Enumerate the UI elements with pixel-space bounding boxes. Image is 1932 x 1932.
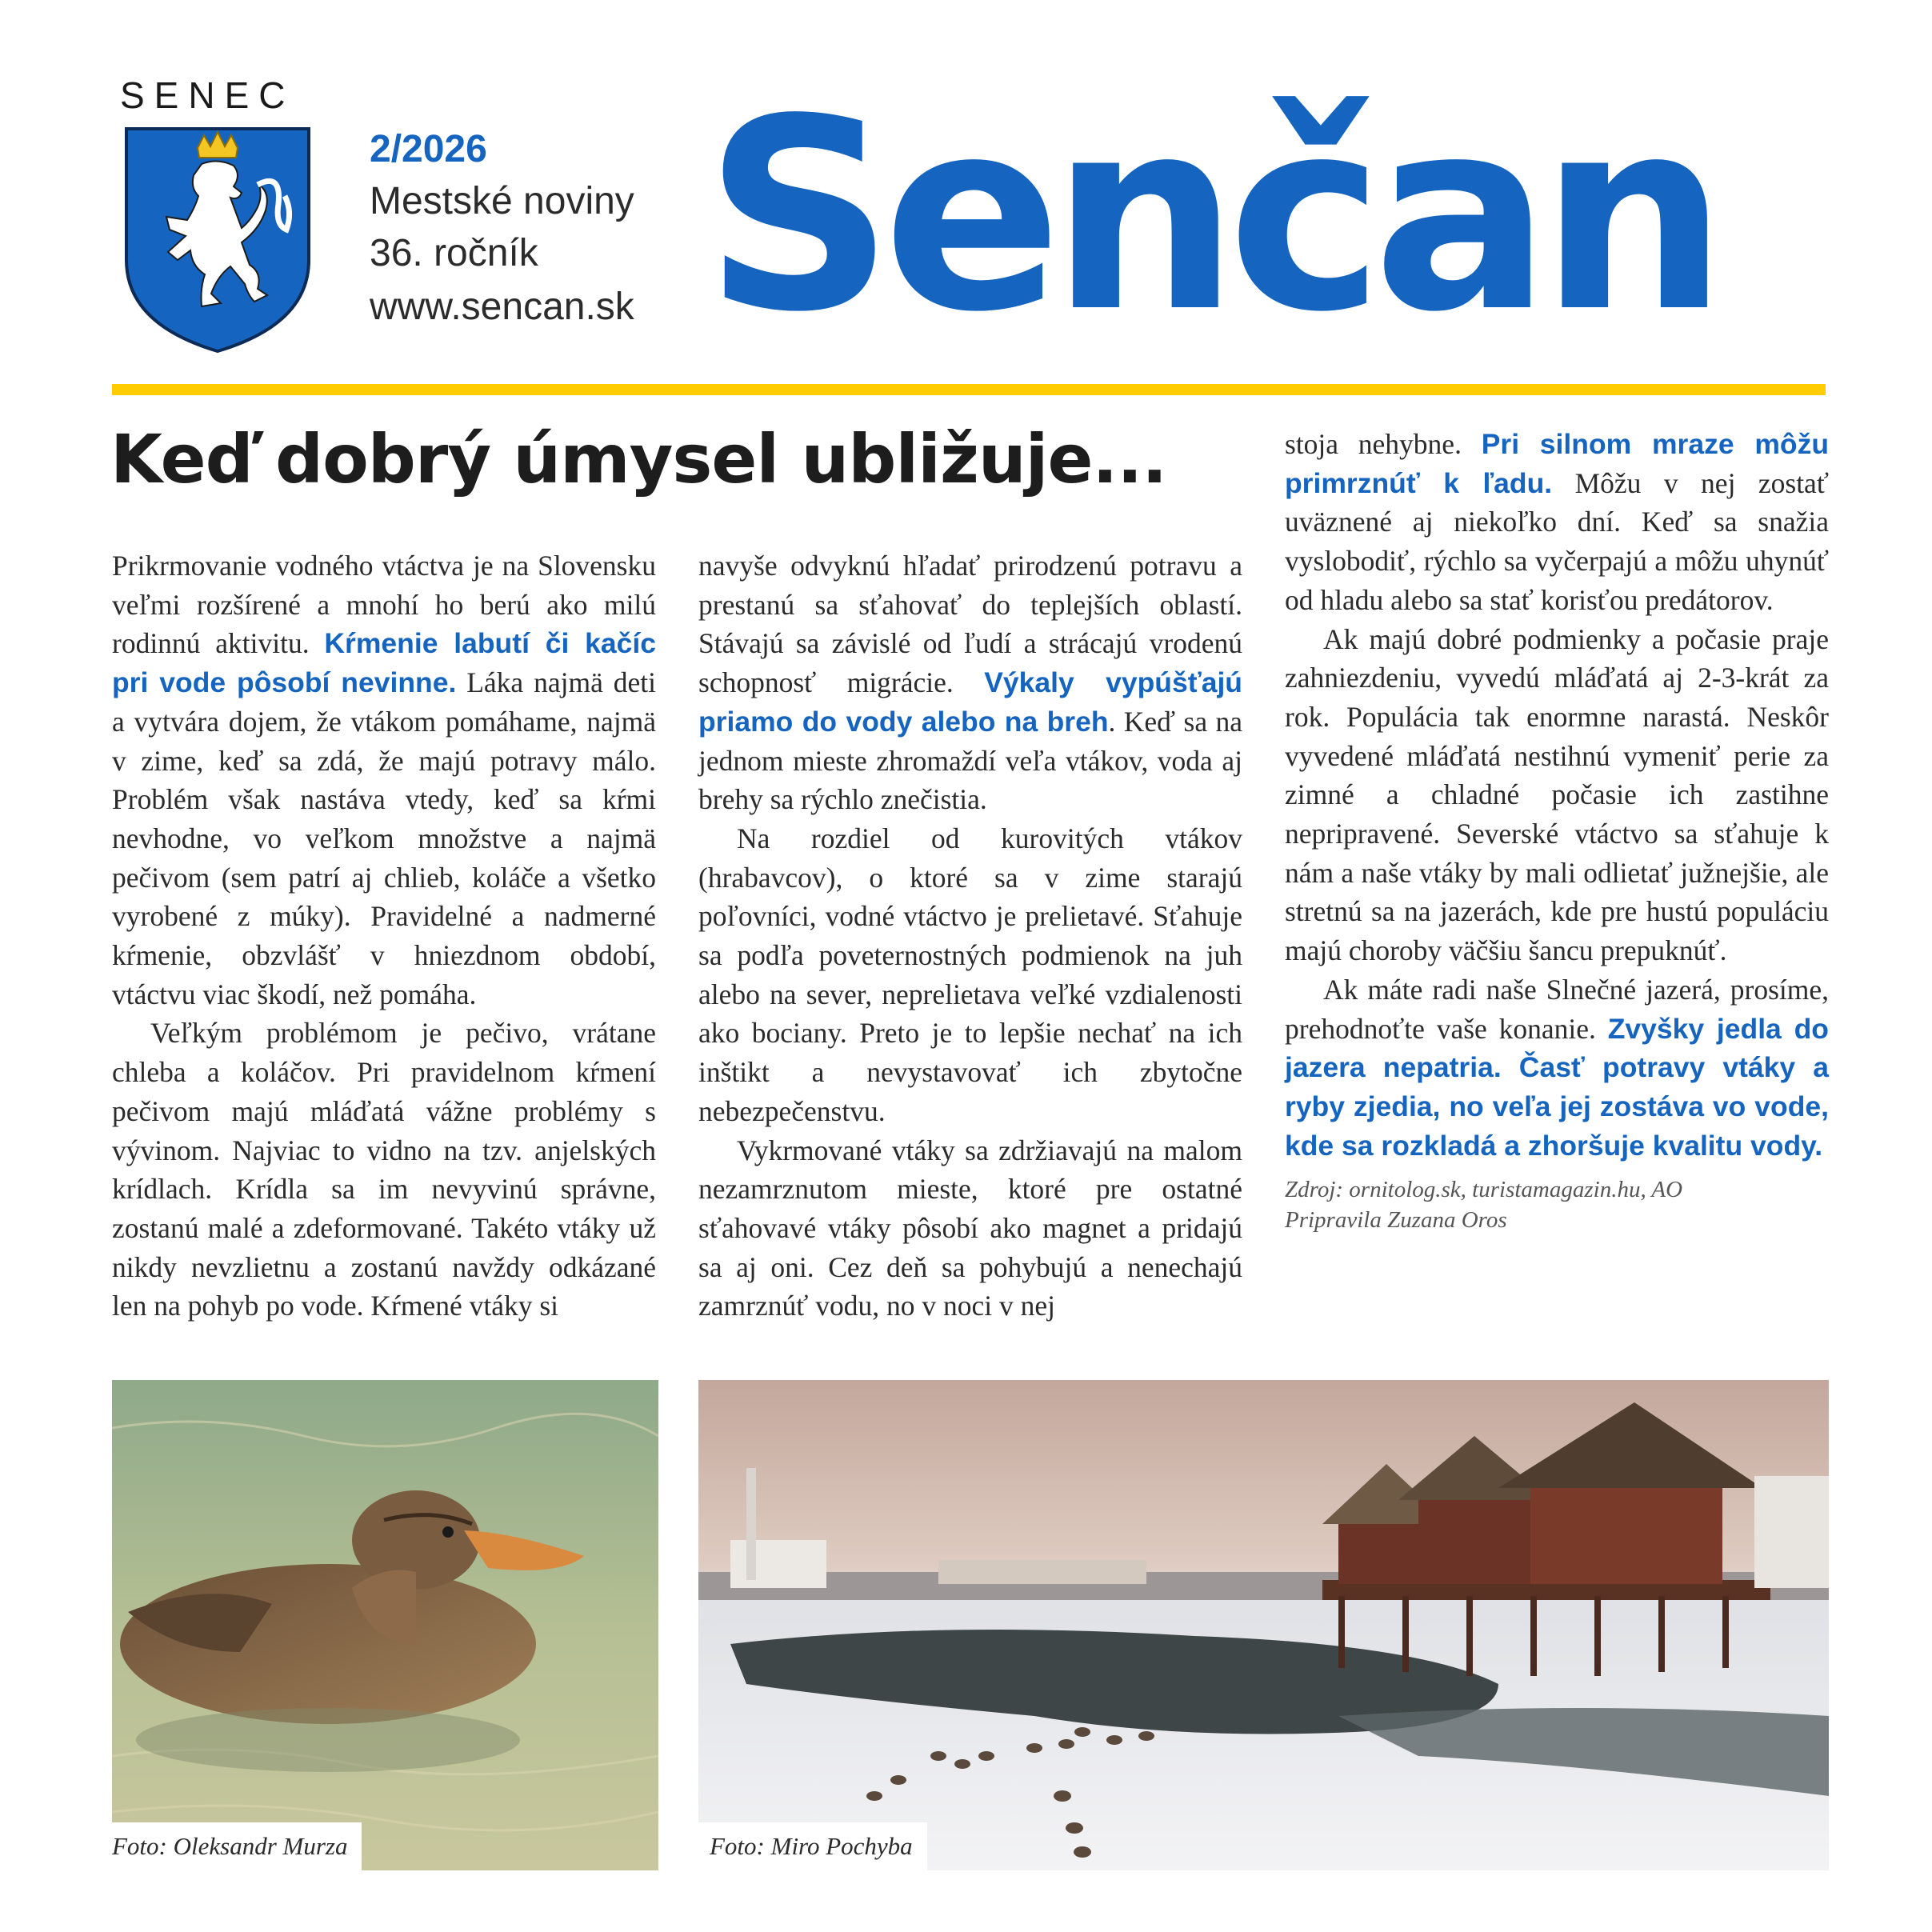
article-headline: Keď dobrý úmysel ubližuje... — [110, 420, 1167, 498]
author-line: Pripravila Zuzana Oros — [1285, 1207, 1507, 1234]
masthead-divider — [112, 384, 1826, 395]
photo-caption: Foto: Miro Pochyba — [698, 1822, 927, 1870]
paragraph: stoja nehybne. Pri silnom mraze môžu primrznúť k ľadu. Môžu v nej zostať uväznené aj niekoľko dní. Keď sa snažia vyslobodiť, rýchlo sa vyčerpajú a môžu uhynúť od hladu alebo sa stať korisťou predátorov. — [1285, 428, 1829, 616]
paragraph: navyše odvyknú hľadať prirodzenú potravu a prestanú sa sťahovať do teplejších oblastí. Stávajú sa závislé od ľudí a strácajú vrodenú schopnosť migrácie. Výkaly vypúšťajú priamo do vody alebo na breh. Keď sa na jednom mieste zhromaždí veľa vtákov, voda aj brehy sa rýchlo znečistia. — [698, 550, 1242, 816]
website-link[interactable]: www.sencan.sk — [370, 286, 634, 328]
paragraph: Ak majú dobré podmienky a počasie praje zahniezdeniu, vyvedú mláďatá aj 2-3-krát za rok. Populácia tak enormne narastá. Neskôr vyvedené mláďatá nestihnú vymeniť perie za zimné a chladné počasie ich zastihne nepripravené. Severské vtáctvo sa sťahuje k nám a naše vtáky by mali odlietať južnejšie, ale stretnú sa na jazerách, kde pre hustú populáciu majú choroby väčšiu šancu prepuknúť. — [1285, 622, 1829, 967]
highlight-text: Kŕmenie labutí či kačíc pri vode pôsobí nevinne. — [112, 627, 656, 699]
city-label: SENEC — [120, 74, 295, 116]
duck-photo — [112, 1380, 658, 1870]
photo-caption: Foto: Oleksandr Murza — [112, 1822, 362, 1870]
paragraph: Prikrmovanie vodného vtáctva je na Slovensku veľmi rozšírené a mnohí ho berú ako milú rodinnú aktivitu. Kŕmenie labutí či kačíc pri vode pôsobí nevinne. Láka najmä deti a vytvára dojem, že vtákom pomáhame, najmä v zime, keď sa zdá, že majú potravy málo. Problém však nastáva vtedy, keď sa kŕmi nevhodne, vo veľkom množstve a najmä pečivom (sem patrí aj chlieb, koláče a všetko vyrobené z múky). Pravidelné a nadmerné kŕmenie, obzvlášť v hniezdnom období, vtáctvu viac škodí, než pomáha. — [112, 550, 656, 1010]
paragraph: Veľkým problémom je pečivo, vrátane chleba a koláčov. Pri pravidelnom kŕmení pečivom majú mláďatá vážne problémy s vývinom. Najviac to vidno na tzv. anjelských krídlach. Krídla sa im nevyvinú správne, zostanú malé a zdeformované. Takéto vtáky už nikdy nevzlietnu a zostanú navždy odkázané len na pohyb po vode. Kŕmené vtáky si — [112, 1017, 656, 1322]
paper-type: Mestské noviny — [370, 180, 634, 222]
frozen-lake-photo — [698, 1380, 1829, 1870]
volume-label: 36. ročník — [370, 232, 538, 274]
article-column-3 — [1285, 425, 1829, 1235]
paragraph: Vykrmované vtáky sa zdržiavajú na malom nezamrznutom mieste, ktoré pre ostatné sťahovavé vtáky pôsobí ako magnet a pridajú sa aj oni. Cez deň sa pohybujú a nenechajú zamrznúť vodu, no v noci v nej — [698, 1134, 1242, 1322]
highlight-text: Zvyšky jedla do jazera nepatria. Časť potravy vtáky a ryby zjedia, no veľa jej zostáva vo vode, kde sa rozkladá a zhoršuje kvalitu vody. — [1285, 1012, 1829, 1162]
article-source — [1285, 1174, 1829, 1235]
highlight-text: Výkaly vypúšťajú priamo do vody alebo na breh — [698, 666, 1242, 738]
article-column-1 — [112, 546, 656, 1326]
coat-of-arms-icon — [122, 124, 314, 356]
newspaper-title: Senčan — [704, 62, 1717, 370]
article-column-2 — [698, 546, 1242, 1326]
paragraph: Na rozdiel od kurovitých vtákov (hrabavcov), o ktoré sa v zime starajú poľovníci, vodné vtáctvo je prelietavé. Sťahuje sa podľa poveternostných podmienok na juh alebo na sever, neprelietava veľké vzdialenosti ako bociany. Preto je to lepšie nechať na ich inštikt a nevystavovať ich zbytočne nebezpečenstvu. — [698, 822, 1242, 1127]
highlight-text: Pri silnom mraze môžu primrznúť k ľadu. — [1285, 428, 1829, 499]
source-line: Zdroj: ornitolog.sk, turistamagazin.hu, AO — [1285, 1177, 1683, 1203]
paragraph: Ak máte radi naše Slnečné jazerá, prosíme, prehodnoťte vaše konanie. Zvyšky jedla do jazera nepatria. Časť potravy vtáky a ryby zjedia, no veľa jej zostáva vo vode, kde sa rozkladá a zhoršuje kvalitu vody. — [1285, 973, 1829, 1162]
issue-number: 2/2026 — [370, 128, 487, 170]
